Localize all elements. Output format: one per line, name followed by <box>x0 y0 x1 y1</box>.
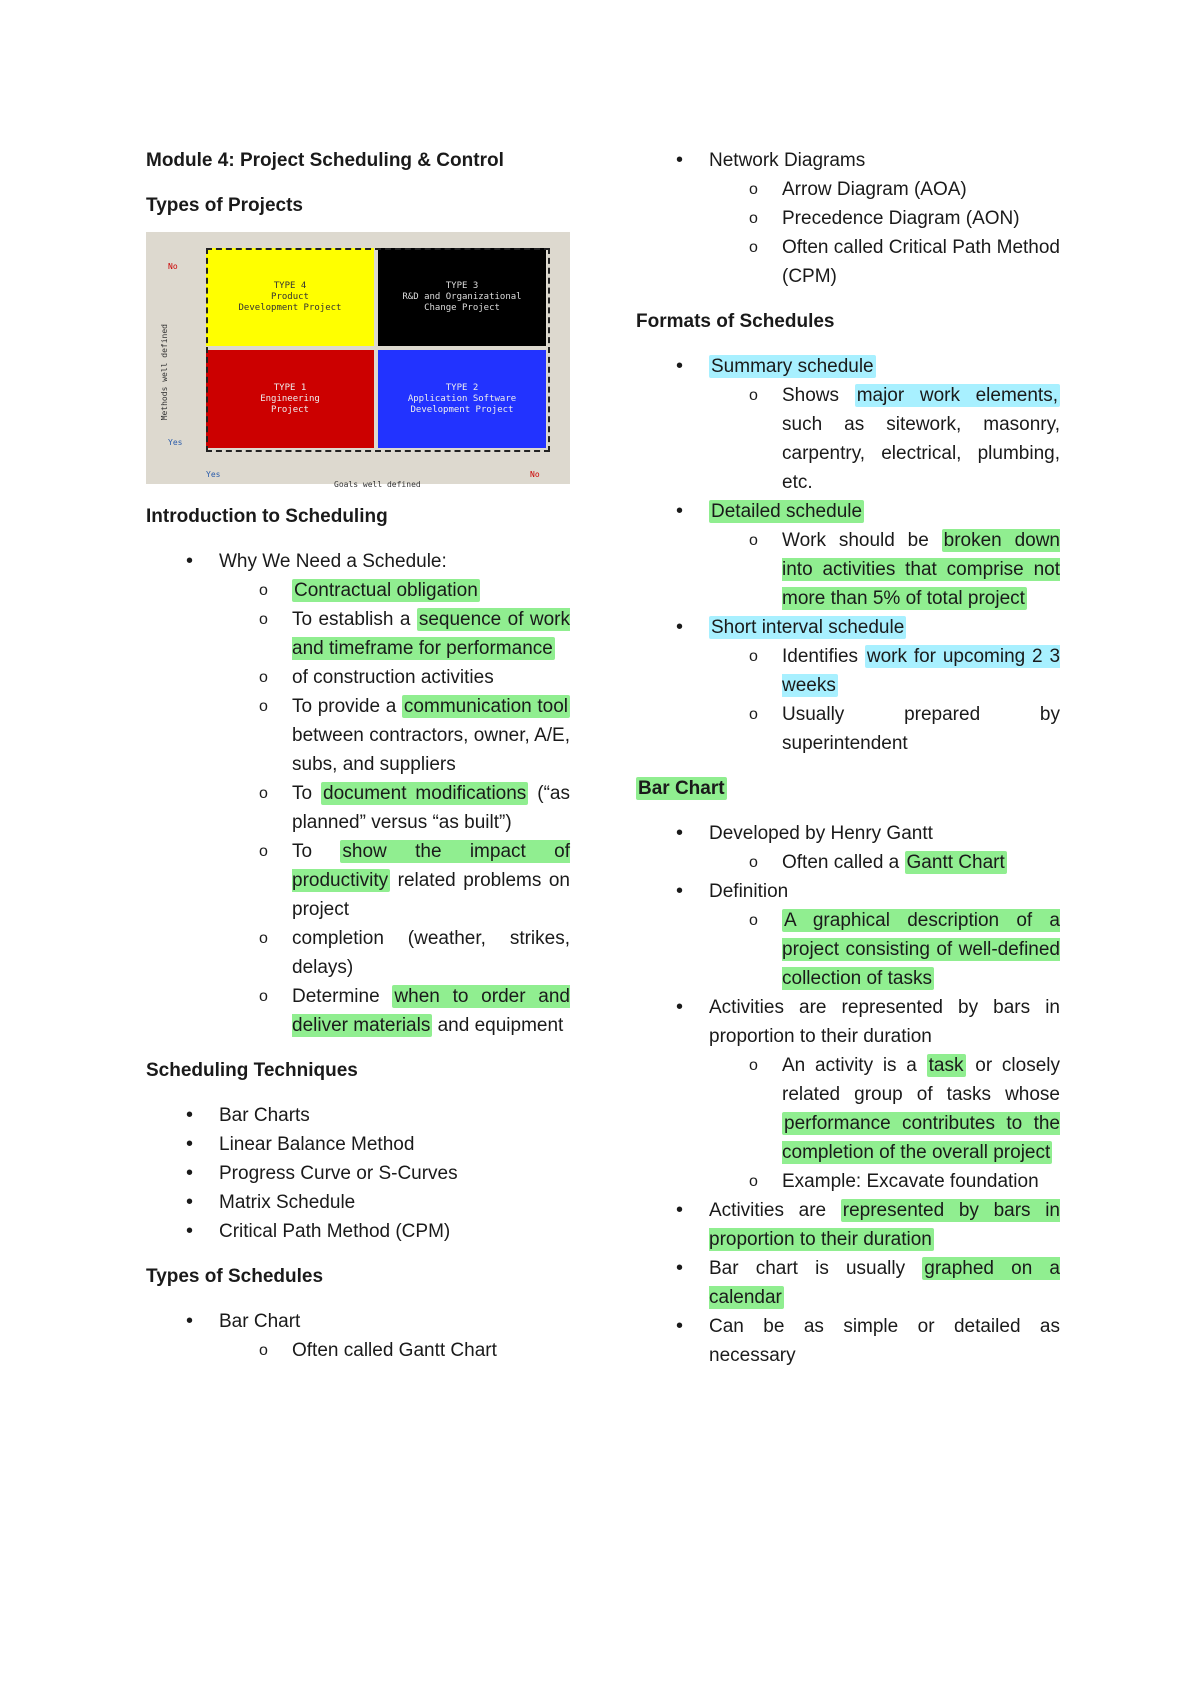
highlight: task <box>928 1055 964 1076</box>
text: To provide a <box>292 696 402 717</box>
text: such as sitework, masonry, carpentry, electrical, plumbing, etc. <box>782 414 1060 493</box>
text: Activities are <box>709 1200 841 1221</box>
highlight: show the impact of productivity <box>292 841 570 891</box>
highlight: Gantt Chart <box>906 852 1005 873</box>
list-item <box>636 1051 1060 1167</box>
list-item: • Network Diagrams <box>636 146 1060 175</box>
type1-line1: Engineering <box>260 393 320 404</box>
list-item <box>146 692 570 779</box>
list-item: • Matrix Schedule <box>146 1188 570 1217</box>
text: related problems on project <box>292 870 570 920</box>
text: between contractors, owner, A/E, subs, and suppliers <box>292 725 570 775</box>
highlight: broken down into activities that comprise not more than 5% of total project <box>782 530 1060 609</box>
network-list <box>636 146 1060 291</box>
highlight: Detailed schedule <box>711 501 863 522</box>
highlight: major work elements, <box>856 385 1058 406</box>
list-item: • Bar Charts <box>146 1101 570 1130</box>
list-item: • Bar Chart <box>146 1307 570 1336</box>
list-item <box>146 605 570 663</box>
text: (“as planned” versus “as built”) <box>292 783 570 833</box>
text: Work should be <box>782 530 942 551</box>
highlight: when to order and deliver materials <box>292 986 570 1036</box>
text: Shows <box>782 385 855 406</box>
highlight: Bar Chart <box>638 778 725 799</box>
dashed-frame <box>206 248 550 452</box>
text: To establish a <box>292 609 417 630</box>
techniques-list <box>146 1101 570 1246</box>
list-item <box>636 613 1060 642</box>
label-no-top: No <box>168 262 178 271</box>
text: Identifies <box>782 646 865 667</box>
list-item <box>636 906 1060 993</box>
formats-list <box>636 352 1060 758</box>
type1-title: TYPE 1 <box>273 382 307 393</box>
why-schedule-item: • Why We Need a Schedule: <box>146 547 570 576</box>
type3-line1: R&D and Organizational <box>402 291 522 302</box>
list-item: o Example: Excavate foundation <box>636 1167 1060 1196</box>
intro-heading: Introduction to Scheduling <box>146 506 388 527</box>
type2-title: TYPE 2 <box>445 382 479 393</box>
type3-line2: Change Project <box>424 302 500 313</box>
text: An activity is a <box>782 1055 927 1076</box>
highlight: Contractual obligation <box>294 580 478 601</box>
list-item: o Arrow Diagram (AOA) <box>636 175 1060 204</box>
list-item <box>636 642 1060 700</box>
bar-chart-list <box>636 819 1060 1370</box>
list-item <box>636 848 1060 877</box>
type4-line2: Development Project <box>238 302 342 313</box>
list-item: • Activities are represented by bars in proportion to their duration <box>636 993 1060 1051</box>
intro-list <box>146 547 570 1040</box>
list-item <box>636 1254 1060 1312</box>
list-item: • Developed by Henry Gantt <box>636 819 1060 848</box>
project-types-figure <box>146 232 570 489</box>
x-axis-label: Goals well defined <box>334 480 421 489</box>
text: Determine <box>292 986 393 1007</box>
highlight: Short interval schedule <box>711 617 905 638</box>
type2-line2: Development Project <box>410 404 514 415</box>
types-of-schedules-list <box>146 1307 570 1365</box>
label-yes-left: Yes <box>168 438 183 447</box>
techniques-heading: Scheduling Techniques <box>146 1060 358 1081</box>
list-item <box>146 576 570 605</box>
list-item: • Linear Balance Method <box>146 1130 570 1159</box>
left-column <box>146 146 570 1365</box>
text: or closely related group of tasks whose <box>782 1055 1060 1105</box>
right-column <box>636 146 1060 1370</box>
label-yes-bottom: Yes <box>206 470 221 479</box>
list-item: o Usually prepared by superintendent <box>636 700 1060 758</box>
highlight: Summary schedule <box>711 356 874 377</box>
highlight: sequence of work and timeframe for performance <box>292 609 570 659</box>
types-of-projects-heading: Types of Projects <box>146 195 303 216</box>
highlight: document modifications <box>323 783 527 804</box>
label-no-right: No <box>530 470 540 479</box>
list-item <box>146 982 570 1040</box>
highlight: A graphical description of a project consisting of well-defined collection of tasks <box>782 910 1060 989</box>
list-item: o Often called Gantt Chart <box>146 1336 570 1365</box>
list-item: o of construction activities <box>146 663 570 692</box>
text: Bar chart is usually <box>709 1258 923 1279</box>
list-item: o completion (weather, strikes, delays) <box>146 924 570 982</box>
highlight: communication tool <box>403 696 568 717</box>
text: Often called a <box>782 852 905 873</box>
bar-chart-heading <box>636 774 1060 803</box>
types-of-schedules-heading: Types of Schedules <box>146 1266 324 1287</box>
list-item <box>636 381 1060 497</box>
list-item: o Precedence Diagram (AON) <box>636 204 1060 233</box>
list-item: • Definition <box>636 877 1060 906</box>
type1-line2: Project <box>271 404 309 415</box>
y-axis-label: Methods well defined <box>160 324 169 421</box>
text: and equipment <box>432 1015 564 1036</box>
list-item: o Often called Critical Path Method (CPM) <box>636 233 1060 291</box>
list-item <box>636 352 1060 381</box>
text: To <box>292 841 341 862</box>
formats-heading: Formats of Schedules <box>636 311 835 332</box>
highlight: graphed on a calendar <box>709 1258 1060 1308</box>
type3-title: TYPE 3 <box>445 280 479 291</box>
list-item <box>636 1196 1060 1254</box>
text: To <box>292 783 322 804</box>
list-item <box>636 526 1060 613</box>
list-item <box>146 779 570 837</box>
type4-line1: Product <box>271 291 309 302</box>
highlight: performance contributes to the completion of the overall project <box>782 1113 1060 1163</box>
highlight: work for upcoming 2 3 weeks <box>782 646 1061 696</box>
list-item: • Critical Path Method (CPM) <box>146 1217 570 1246</box>
list-item: • Progress Curve or S-Curves <box>146 1159 570 1188</box>
type2-line1: Application Software <box>407 393 517 404</box>
list-item <box>636 497 1060 526</box>
type4-title: TYPE 4 <box>273 280 307 291</box>
list-item <box>146 837 570 924</box>
list-item: • Can be as simple or detailed as necessary <box>636 1312 1060 1370</box>
highlight: represented by bars in proportion to their duration <box>709 1200 1060 1250</box>
document-title: Module 4: Project Scheduling & Control <box>146 150 504 171</box>
